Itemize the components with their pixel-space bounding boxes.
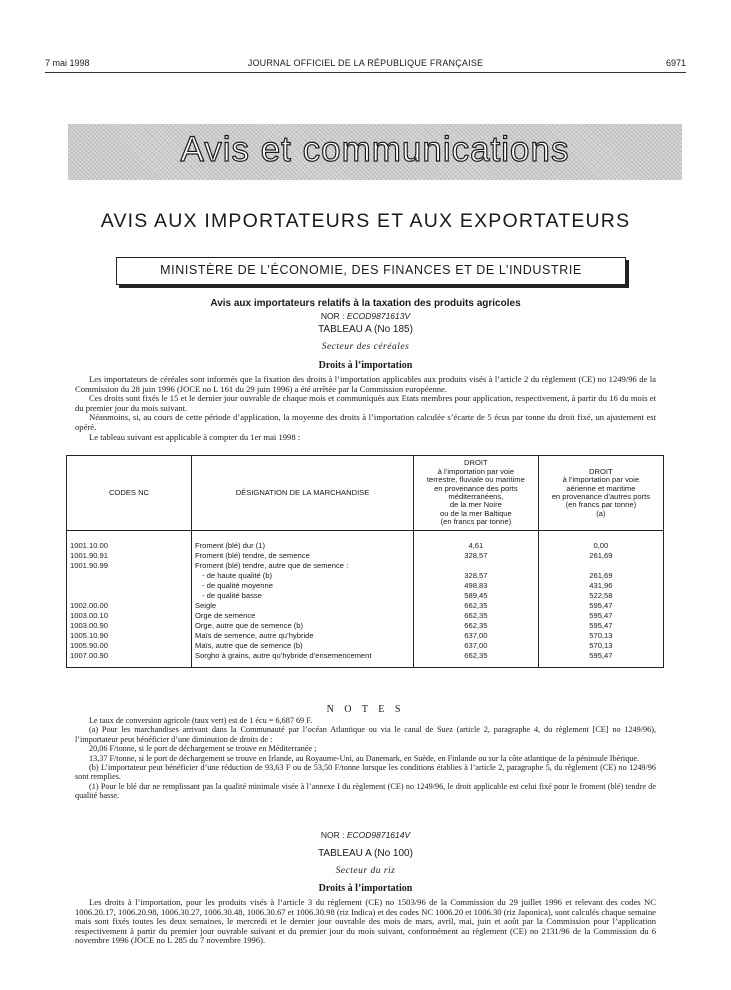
cell-code: 1007.00.90 (67, 651, 192, 668)
table-row (67, 611, 664, 621)
cell-designation: Maïs, autre que de semence (b) (192, 641, 414, 651)
notice-paragraph: Le tableau suivant est applicable à compter du 1er mai 1998 : (89, 431, 301, 442)
cell-designation: Orge, autre que de semence (b) (192, 621, 414, 631)
notice2-paragraph: Les droits à l’importation, pour les produits visés à l’article 3 du règlement (CE) no 1503/96 de la Commission du 29 juillet 1996 et relevant des codes NC 1006.20.17, 1006.20.98, 1006.30.27, 1006.30.48, 1006.30.67 et 1006.30.98 (riz Indica) et des codes NC 1006.20 et 1006.30 (riz Japonica), sont calculés chaque semaine mais sont fixés toutes les deux semaines, le mercredi et le dernier jour ouvrable des mois de mars, avril, mai, juin et août par la Commission pour l’application respectivement à partir du premier jour ouvrable suivant et du premier jour du mois suivant, conformément au règlement (CE) no 2131/96 de la Commission du 6 novembre 1996 (JOCE no L 285 du 7 novembre 1996). (75, 897, 656, 946)
cell-duty-value: 595,47 (538, 611, 663, 621)
cell-designation: Maïs de semence, autre qu’hybride (192, 631, 414, 641)
cell-designation: Orge de semence (192, 611, 414, 621)
col-header-line: (en francs par tonne) (565, 500, 637, 510)
cell-duty-value: 595,47 (538, 621, 663, 631)
col-header-line: en provenance d’autres ports (551, 492, 651, 501)
col-header-droit-terrestre (414, 456, 539, 531)
notes-title: N O T E S (326, 704, 405, 715)
cell-duty-value: 662,35 (414, 611, 539, 621)
note-item: 20,06 F/tonne, si le port de déchargement se trouve en Méditerranée ; (89, 744, 317, 754)
note-item: (b) L’importateur peut bénéficier d’une réduction de 93,63 F ou de 53,50 F/tonne lorsque les conditions établies à l’article 2, paragraphe 5, du règlement (CE) no 1249/96 sont remplies. (75, 763, 656, 782)
cell-duty-value: 637,00 (414, 641, 539, 651)
table-row (67, 601, 664, 611)
nor-code: ECOD9871614V (346, 830, 411, 840)
cell-duty-value: 498,83 (414, 581, 539, 591)
cell-duty-value: 662,35 (414, 601, 539, 611)
table-header-row (67, 456, 664, 531)
col-header-line: à l’importation par voie (437, 466, 515, 476)
notice2-droits-heading: Droits à l’importation (318, 883, 413, 894)
note-item: (1) Pour le blé dur ne remplissant pas la qualité minimale visée à l’annexe I du règlement (CE) no 1249/96, le droit applicable est celui fixé pour le froment (blé) tendre de qualité basse. (75, 781, 656, 801)
cell-designation: - de haute qualité (b) (192, 571, 414, 581)
col-header-line: (en francs par tonne) (440, 517, 512, 527)
table-row (67, 641, 664, 651)
cell-duty-value: 662,35 (414, 621, 539, 631)
notice-paragraph: Néanmoins, si, au cours de cette période d’application, la moyenne des droits à l’importation calculée s’écarte de 5 écus par tonne du droit fixé, un ajustement est opéré. (75, 412, 656, 432)
cell-duty-value: 595,47 (538, 601, 663, 611)
ministry-name: MINISTÈRE DE L’ÉCONOMIE, DES FINANCES ET DE L’INDUSTRIE (160, 263, 582, 277)
note-item: Le taux de conversion agricole (taux vert) est de 1 écu = 6,687 69 F. (89, 716, 313, 725)
notice2-tableau: TABLEAU A (No 100) (318, 848, 413, 859)
notice-title: Avis aux importateurs relatifs à la taxation des produits agricoles (210, 298, 521, 309)
cell-code: 1003.00.90 (67, 621, 192, 631)
table-row (67, 591, 664, 601)
notice2-body (75, 898, 656, 946)
col-header-line: aérienne et maritime (566, 483, 636, 493)
table-row (67, 631, 664, 641)
cell-duty-value: 522,58 (538, 591, 663, 601)
banner-title: Avis et communications (180, 130, 570, 169)
notice-body (75, 375, 656, 442)
cell-duty-value: 570,13 (538, 631, 663, 641)
cell-designation: Froment (blé) dur (1) (192, 531, 414, 552)
cell-duty-value: 328,57 (414, 571, 539, 581)
notice-tableau: TABLEAU A (No 185) (318, 324, 413, 335)
cell-duty-value: 261,69 (538, 571, 663, 581)
col-header-codes: CODES NC (67, 456, 192, 531)
cell-code: 1003.00.10 (67, 611, 192, 621)
nor-code: ECOD9871613V (346, 311, 411, 321)
notice2-secteur: Secteur du riz (335, 866, 396, 876)
cell-designation: Seigle (192, 601, 414, 611)
cell-code: 1001.90.91 (67, 551, 192, 561)
cell-designation: - de qualité basse (192, 591, 414, 601)
cell-code: 1001.10.00 (67, 531, 192, 552)
table-row (67, 571, 664, 581)
cell-duty-value (414, 561, 539, 571)
note-item: 13,37 F/tonne, si le port de déchargement se trouve en Irlande, au Royaume-Uni, au Danemark, en Suède, en Finlande ou sur la côte atlantique de la péninsule Ibérique. (89, 753, 640, 763)
header-page-number: 6971 (665, 58, 686, 68)
col-header-designation: DÉSIGNATION DE LA MARCHANDISE (192, 456, 414, 531)
table-row (67, 561, 664, 571)
notice-paragraph: Les importateurs de céréales sont informés que la fixation des droits à l’importation applicables aux produits visés à l’article 2 du règlement (CE) no 1249/96 de la Commission du 28 juin 1996 (JOCE no L 161 du 29 juin 1996) a été arrêtée par la Commission européenne. (75, 374, 656, 394)
col-header-line: DROIT (589, 466, 613, 476)
nor-prefix: NOR : (320, 311, 347, 321)
cell-code: 1005.90.00 (67, 641, 192, 651)
col-header-line: en provenance des ports (434, 483, 518, 493)
cell-duty-value: 0,00 (538, 531, 663, 552)
cell-code (67, 571, 192, 581)
cell-duty-value: 570,13 (538, 641, 663, 651)
cell-code: 1001.90.99 (67, 561, 192, 571)
section-title: AVIS AUX IMPORTATEURS ET AUX EXPORTATEURS (100, 210, 631, 232)
cell-duty-value: 328,57 (414, 551, 539, 561)
table-row (67, 531, 664, 552)
col-header-droit-aerienne (538, 456, 663, 531)
cell-designation: Froment (blé) tendre, de semence (192, 551, 414, 561)
table-row (67, 551, 664, 561)
notice-nor (45, 311, 686, 321)
cell-designation: Froment (blé) tendre, autre que de semence : (192, 561, 414, 571)
cell-code: 1005.10.90 (67, 631, 192, 641)
col-header-line: ou de la mer Baltique (439, 508, 512, 518)
cell-duty-value: 261,69 (538, 551, 663, 561)
cell-designation: Sorgho à grains, autre qu’hybride d’ensemencement (192, 651, 414, 668)
cell-duty-value: 589,45 (414, 591, 539, 601)
table-row (67, 651, 664, 668)
ministry-box (116, 257, 626, 285)
col-header-line: terrestre, fluviale ou maritime (426, 475, 525, 485)
cell-duty-value: 4,61 (414, 531, 539, 552)
notes-body (75, 716, 656, 801)
cell-code: 1002.00.00 (67, 601, 192, 611)
nor-prefix: NOR : (320, 830, 347, 840)
header-date: 7 mai 1998 (45, 58, 90, 68)
note-item: (a) Pour les marchandises arrivant dans la Communauté par l’océan Atlantique ou via le canal de Suez (article 2, paragraphe 4, du règlement [CE] no 1249/96), l’importateur peut bénéficier d’une diminution de droits de : (75, 725, 656, 744)
page-header (45, 58, 686, 72)
header-journal-title: JOURNAL OFFICIEL DE LA RÉPUBLIQUE FRANÇAISE (247, 58, 484, 68)
notice-droits-heading: Droits à l’importation (318, 360, 413, 371)
table-row (67, 581, 664, 591)
col-header-line: méditerranéens, (448, 492, 504, 501)
header-rule (45, 72, 686, 73)
cell-duty-value (538, 561, 663, 571)
col-header-line: (a) (596, 508, 606, 518)
notice-secteur: Secteur des céréales (321, 342, 410, 352)
col-header-line: de la mer Noire (449, 500, 502, 510)
col-header-line: à l’importation par voie (562, 475, 640, 485)
duty-table (66, 455, 664, 668)
cell-code (67, 591, 192, 601)
cell-duty-value: 637,00 (414, 631, 539, 641)
table-row (67, 621, 664, 631)
notice2-nor (45, 830, 686, 840)
cell-code (67, 581, 192, 591)
cell-duty-value: 662,35 (414, 651, 539, 668)
notice-paragraph: Ces droits sont fixés le 15 et le dernier jour ouvrable de chaque mois et communiqués aux Etats membres pour application, respectivement, à partir du 16 du mois et du premier jour du mois suivant. (75, 393, 656, 413)
cell-duty-value: 595,47 (538, 651, 663, 668)
col-header-line: DROIT (464, 458, 488, 468)
cell-designation: - de qualité moyenne (192, 581, 414, 591)
cell-duty-value: 431,96 (538, 581, 663, 591)
